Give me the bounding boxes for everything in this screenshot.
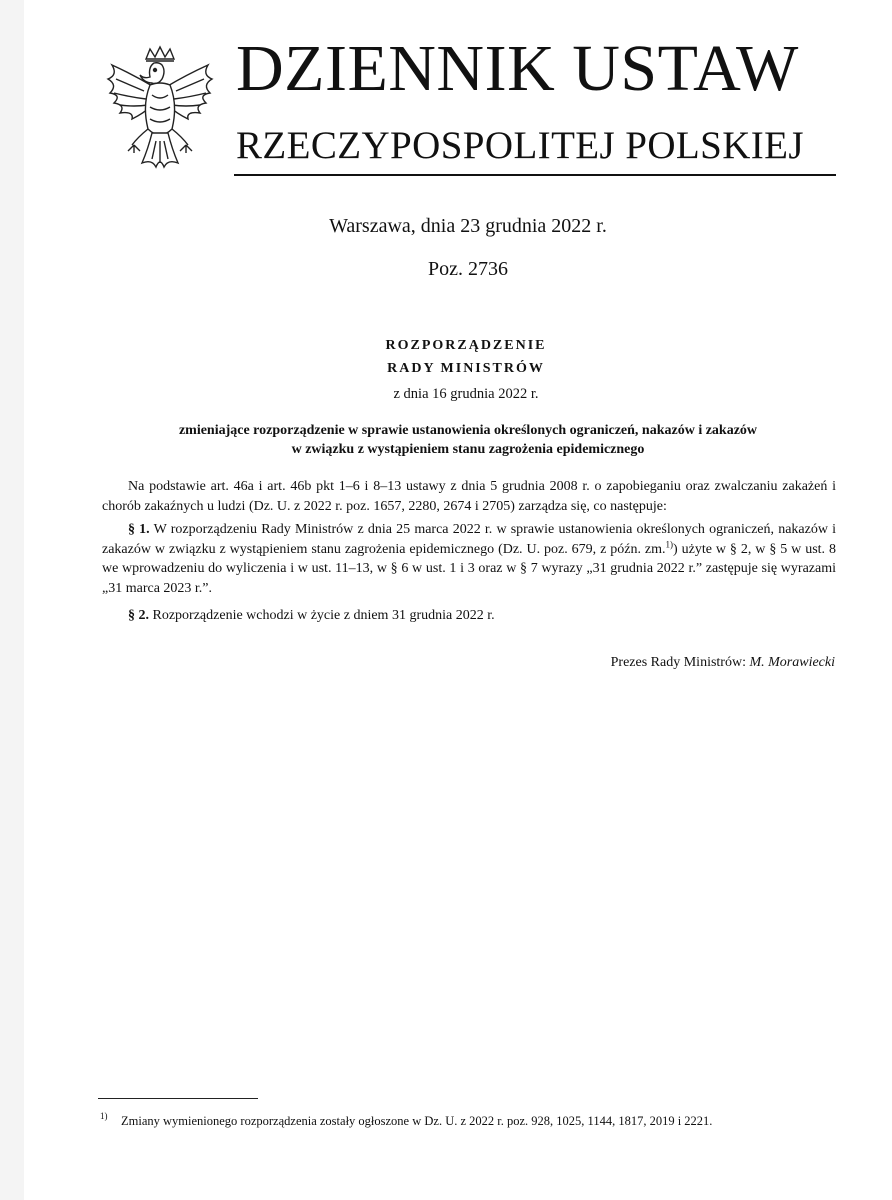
- masthead-title: DZIENNIK USTAW: [236, 32, 799, 105]
- masthead-divider: [234, 174, 836, 176]
- paragraph-1-text-a: W rozporządzeniu Rady Ministrów z dnia 25 marca 2022 r. w sprawie ustanowienia określonych ograniczeń, nakazów i zakazów w związku z wystąpieniem stanu zagrożenia epidemicznego (Dz. U. poz. 679, z późn. zm.: [102, 522, 837, 557]
- act-subject-line-1: zmieniające rozporządzenie w sprawie ustanowienia określonych ograniczeń, nakazów i zakazów: [178, 423, 758, 438]
- footnote-reference[interactable]: 1): [665, 538, 674, 549]
- paragraph-1-text-b: ) użyte w § 2, w § 5 w ust. 8 we wprowadzeniu do wyliczenia i w ust. 11–13, w § 6 w ust. 1 i 3 oraz w § 7 wyrazy „31 grudnia 2022 r.” zastępuje się wyrazami „31 marca 2023 r.”.: [102, 541, 836, 596]
- act-subject: [140, 421, 796, 459]
- page-margin-strip: [0, 0, 24, 1200]
- footnote-mark: 1): [100, 1111, 108, 1121]
- signature-title: Prezes Rady Ministrów:: [610, 655, 746, 670]
- footnote-text: Zmiany wymienionego rozporządzenia zostały ogłoszone w Dz. U. z 2022 r. poz. 928, 1025, 1144, 1817, 2019 i 2221.: [121, 1114, 713, 1128]
- signature-block: [611, 655, 835, 671]
- act-date: z dnia 16 grudnia 2022 r.: [393, 386, 539, 402]
- paragraph-2-mark: § 2.: [128, 608, 149, 623]
- act-type-heading: ROZPORZĄDZENIE: [385, 338, 547, 353]
- position-number: Poz. 2736: [428, 258, 508, 280]
- publication-date: Warszawa, dnia 23 grudnia 2022 r.: [329, 215, 607, 237]
- signature-name: M. Morawiecki: [749, 655, 835, 670]
- paragraph-1: [102, 520, 836, 598]
- act-issuer-heading: RADY MINISTRÓW: [387, 361, 545, 376]
- preamble-paragraph: Na podstawie art. 46a i art. 46b pkt 1–6 i 8–13 ustawy z dnia 5 grudnia 2008 r. o zapobieganiu oraz zwalczaniu zakażeń i chorób zakaźnych u ludzi (Dz. U. z 2022 r. poz. 1657, 2280, 2674 i 2705) zarządza się, co następuje:: [102, 479, 836, 514]
- polish-eagle-icon: [104, 45, 216, 175]
- paragraph-2-text: Rozporządzenie wchodzi w życie z dniem 31 grudnia 2022 r.: [152, 608, 495, 623]
- act-subject-line-2: w związku z wystąpieniem stanu zagrożenia epidemicznego: [291, 442, 645, 457]
- footnote-divider: [98, 1098, 258, 1099]
- paragraph-2: [102, 606, 836, 626]
- masthead-subtitle: RZECZYPOSPOLITEJ POLSKIEJ: [236, 124, 804, 167]
- paragraph-1-mark: § 1.: [128, 522, 150, 537]
